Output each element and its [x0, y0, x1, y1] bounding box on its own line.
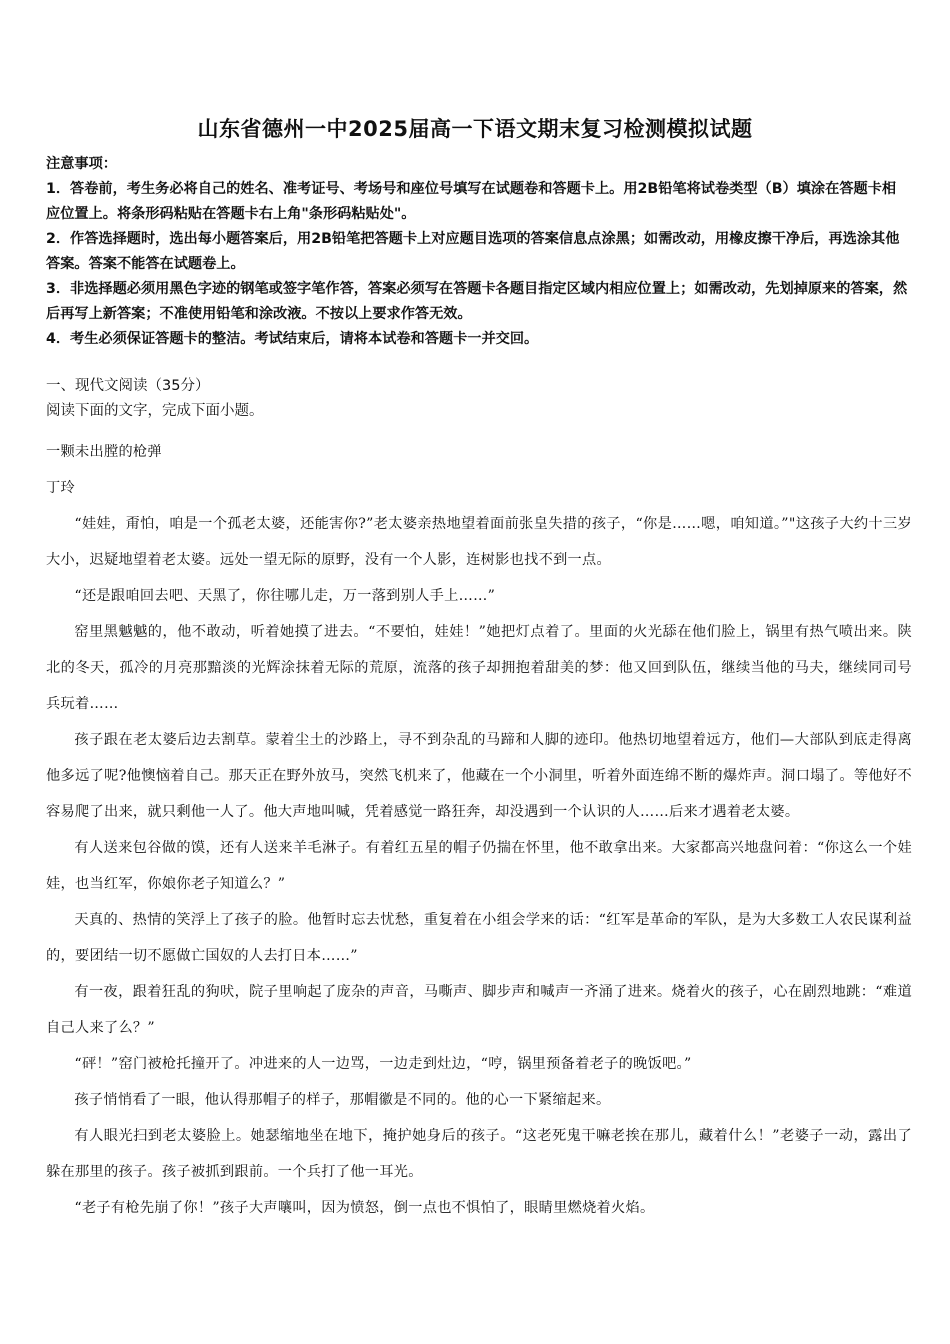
notice-item: 4．考生必须保证答题卡的整洁。考试结束后，请将本试卷和答题卡一并交回。: [46, 331, 539, 347]
story-paragraph: 有人眼光扫到老太婆脸上。她瑟缩地坐在地下，掩护她身后的孩子。“这老死鬼干嘛老挨在那儿，藏着什么！”老婆子一动，露出了躲在那里的孩子。孩子被抓到跟前。一个兵打了他一耳光。: [46, 1128, 912, 1180]
story-author: 丁玲: [46, 480, 75, 496]
notice-item: 3．非选择题必须用黑色字迹的钢笔或签字笔作答，答案必须写在答题卡各题目指定区域内相应位置上；如需改动，先划掉原来的答案，然后再写上新答案；不准使用铅笔和涂改液。不按以上要求作答无效。: [46, 281, 908, 322]
notice-item: 1．答卷前，考生务必将自己的姓名、准考证号、考场号和座位号填写在试题卷和答题卡上。用2B铅笔将试卷类型（B）填涂在答题卡相应位置上。将条形码粘贴在答题卡右上角"条形码粘贴处"。: [46, 181, 897, 222]
story-paragraph: “砰！”窑门被枪托撞开了。冲进来的人一边骂，一边走到灶边，“哼，锅里预备着老子的晚饭吧。”: [74, 1056, 692, 1072]
story-paragraph: “老子有枪先崩了你！”孩子大声嚷叫，因为愤怒，倒一点也不惧怕了，眼睛里燃烧着火焰。: [74, 1200, 655, 1216]
section-instruction: 阅读下面的文字，完成下面小题。: [46, 403, 264, 419]
story-body: [46, 434, 912, 1226]
section-heading: 一、现代文阅读（35分）: [46, 378, 210, 394]
notice-block: [46, 152, 908, 352]
notice-heading: 注意事项：: [46, 156, 117, 172]
story-paragraph: 有一夜，跟着狂乱的狗吠，院子里响起了庞杂的声音，马嘶声、脚步声和喊声一齐涌了进来。烧着火的孩子，心在剧烈地跳：“难道自己人来了么？”: [46, 984, 912, 1036]
story-paragraph: 窑里黑魆魆的，他不敢动，听着她摸了进去。“不要怕，娃娃！”她把灯点着了。里面的火光舔在他们脸上，锅里有热气喷出来。陕北的冬天，孤冷的月亮那黯淡的光辉涂抹着无际的荒原，流落的孩子却拥抱着甜美的梦：他又回到队伍，继续当他的马夫，继续同司号兵玩着……: [46, 624, 912, 712]
story-title: 一颗未出膛的枪弹: [46, 444, 162, 460]
story-paragraph: 有人送来包谷做的馍，还有人送来羊毛淋子。有着红五星的帽子仍揣在怀里，他不敢拿出来。大家都高兴地盘问着：“你这么一个娃娃，也当红军，你娘你老子知道么？”: [46, 840, 912, 892]
section-header: [46, 374, 916, 424]
notice-item: 2．作答选择题时，选出每小题答案后，用2B铅笔把答题卡上对应题目选项的答案信息点涂黑；如需改动，用橡皮擦干净后，再选涂其他答案。答案不能答在试题卷上。: [46, 231, 900, 272]
story-paragraph: “还是跟咱回去吧、天黑了，你往哪儿走，万一落到别人手上……”: [74, 588, 496, 604]
story-paragraph: 孩子跟在老太婆后边去割草。蒙着尘土的沙路上，寻不到杂乱的马蹄和人脚的迹印。他热切地望着远方，他们—大部队到底走得离他多远了呢?他懊恼着自己。那天正在野外放马，突然飞机来了，他藏在一个小洞里，听着外面连绵不断的爆炸声。洞口塌了。等他好不容易爬了出来，就只剩他一人了。他大声地叫喊，凭着感觉一路狂奔，却没遇到一个认识的人……后来才遇着老太婆。: [46, 732, 912, 820]
story-paragraph: 天真的、热情的笑浮上了孩子的脸。他暂时忘去忧愁，重复着在小组会学来的话：“红军是革命的军队，是为大多数工人农民谋利益的，要团结一切不愿做亡国奴的人去打日本……”: [46, 912, 912, 964]
story-paragraph: “娃娃，甭怕，咱是一个孤老太婆，还能害你?”老太婆亲热地望着面前张皇失措的孩子，“你是……嗯，咱知道。”"这孩子大约十三岁大小，迟疑地望着老太婆。远处一望无际的原野，没有一个人影，连树影也找不到一点。: [46, 516, 912, 568]
story-paragraph: 孩子悄悄看了一眼，他认得那帽子的样子，那帽徽是不同的。他的心一下紧缩起来。: [74, 1092, 611, 1108]
exam-title: 山东省德州一中2025届高一下语文期末复习检测模拟试题: [197, 117, 753, 141]
